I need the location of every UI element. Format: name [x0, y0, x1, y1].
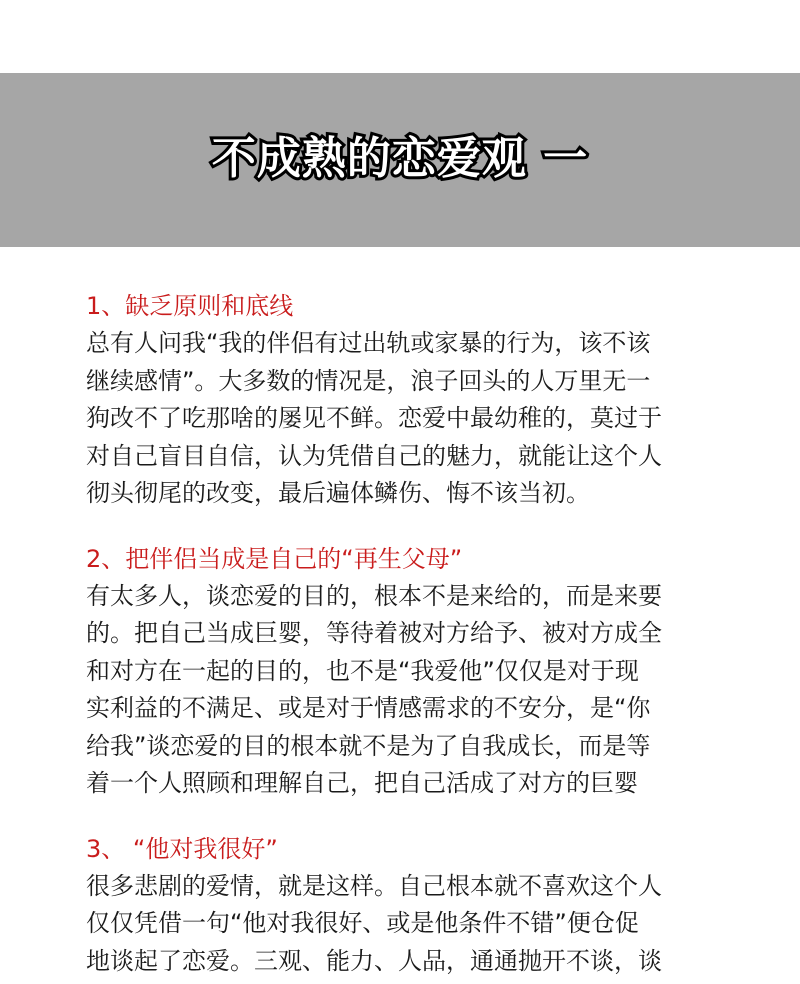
paragraph-line: 实利益的不满足、或是对于情感需求的不安分，是“你 — [86, 694, 651, 722]
section-1 — [86, 288, 716, 513]
section-heading: 1、缺乏原则和底线 — [86, 292, 294, 320]
paragraph-line: 有太多人，谈恋爱的目的，根本不是来给的，而是来要 — [86, 581, 662, 610]
paragraph-line: 给我”谈恋爱的目的根本就不是为了自我成长，而是等 — [86, 731, 651, 760]
section-paragraph — [86, 868, 716, 981]
paragraph-line: 狗改不了吃那啥的屡见不鲜。恋爱中最幼稚的，莫过于 — [86, 404, 662, 432]
section-spacer — [86, 513, 716, 541]
paragraph-line: 仅仅凭借一句“他对我很好、或是他条件不错”便仓促 — [86, 909, 639, 937]
paragraph-line: 很多悲剧的爱情，就是这样。自己根本就不喜欢这个人 — [86, 871, 662, 900]
paragraph-line: 的。把自己当成巨婴，等待着被对方给予、被对方成全 — [86, 619, 662, 647]
page-title: 不成熟的恋爱观 一 — [211, 133, 589, 184]
article-body — [86, 288, 716, 980]
section-paragraph — [86, 578, 716, 803]
paragraph-line: 对自己盲目自信，认为凭借自己的魅力，就能让这个人 — [86, 441, 662, 470]
section-paragraph — [86, 325, 716, 513]
paragraph-line: 彻头彻尾的改变，最后遍体鳞伤、悔不该当初。 — [86, 479, 590, 507]
section-spacer — [86, 803, 716, 831]
paragraph-line: 总有人问我“我的伴侣有过出轨或家暴的行为，该不该 — [86, 329, 651, 357]
paragraph-line: 继续感情”。大多数的情况是，浪子回头的人万里无一 — [86, 366, 651, 395]
section-3 — [86, 831, 716, 981]
section-heading: 3、 “他对我很好” — [86, 834, 278, 863]
section-2 — [86, 541, 716, 803]
paragraph-line: 和对方在一起的目的，也不是“我爱他”仅仅是对于现 — [86, 656, 639, 685]
paragraph-line: 着一个人照顾和理解自己，把自己活成了对方的巨婴 — [86, 769, 638, 797]
section-heading: 2、把伴侣当成是自己的“再生父母” — [86, 544, 463, 573]
paragraph-line: 地谈起了恋爱。三观、能力、人品，通通抛开不谈，谈 — [86, 946, 662, 975]
